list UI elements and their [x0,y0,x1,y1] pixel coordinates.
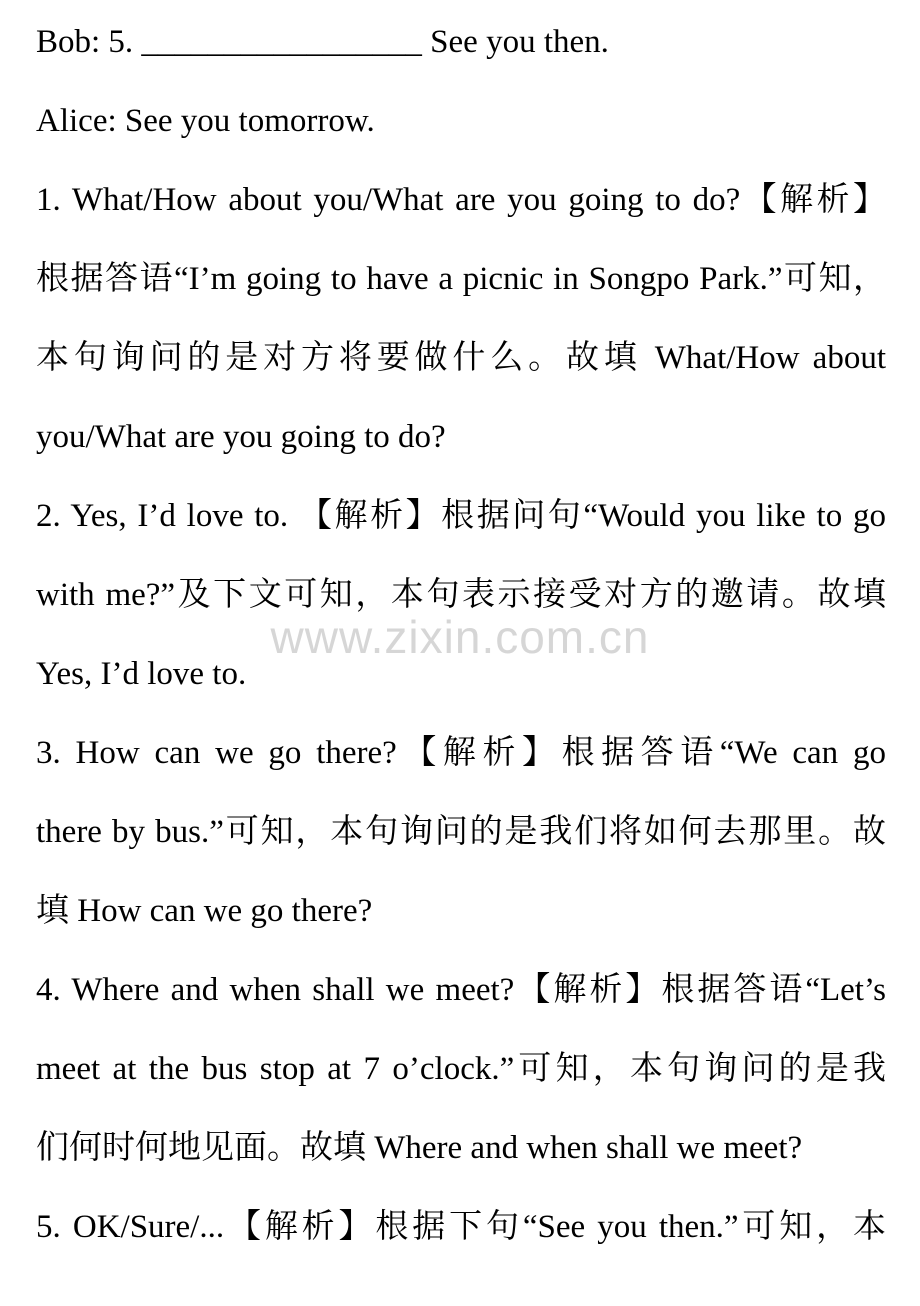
dialogue-line-bob: Bob: 5. _________________ See you then. [36,24,609,60]
answer-4-line-1: 4. Where and when shall we meet?【解析】根据答语“Let’s [36,972,886,1008]
answer-2-line-1: 2. Yes, I’d love to. 【解析】根据问句“Would you like to go [36,498,886,534]
watermark: www.zixin.com.cn [270,611,650,663]
dialogue-line-alice: Alice: See you tomorrow. [36,103,375,139]
answer-2-line-2: with me?”及下文可知，本句表示接受对方的邀请。故填 [36,577,886,613]
answer-3-line-3: 填 How can we go there? [36,893,373,929]
answer-1-line-3: 本句询问的是对方将要做什么。故填 What/How about [36,340,886,376]
answer-4-line-3: 们何时何地见面。故填 Where and when shall we meet? [36,1130,803,1166]
answer-3-line-2: there by bus.”可知，本句询问的是我们将如何去那里。故 [36,814,886,850]
answer-5-line-1: 5. OK/Sure/...【解析】根据下句“See you then.”可知，本 [36,1209,886,1245]
answer-3-line-1: 3. How can we go there?【解析】根据答语“We can go [36,735,886,771]
answer-4-line-2: meet at the bus stop at 7 o’clock.”可知，本句询问的是我 [36,1051,886,1087]
answer-1-line-4: you/What are you going to do? [36,419,446,455]
answer-1-line-1: 1. What/How about you/What are you going to do?【解析】 [36,182,886,218]
answer-2-line-3: Yes, I’d love to. [36,656,247,692]
answer-1-line-2: 根据答语“I’m going to have a picnic in Songpo Park.”可知， [36,261,886,297]
